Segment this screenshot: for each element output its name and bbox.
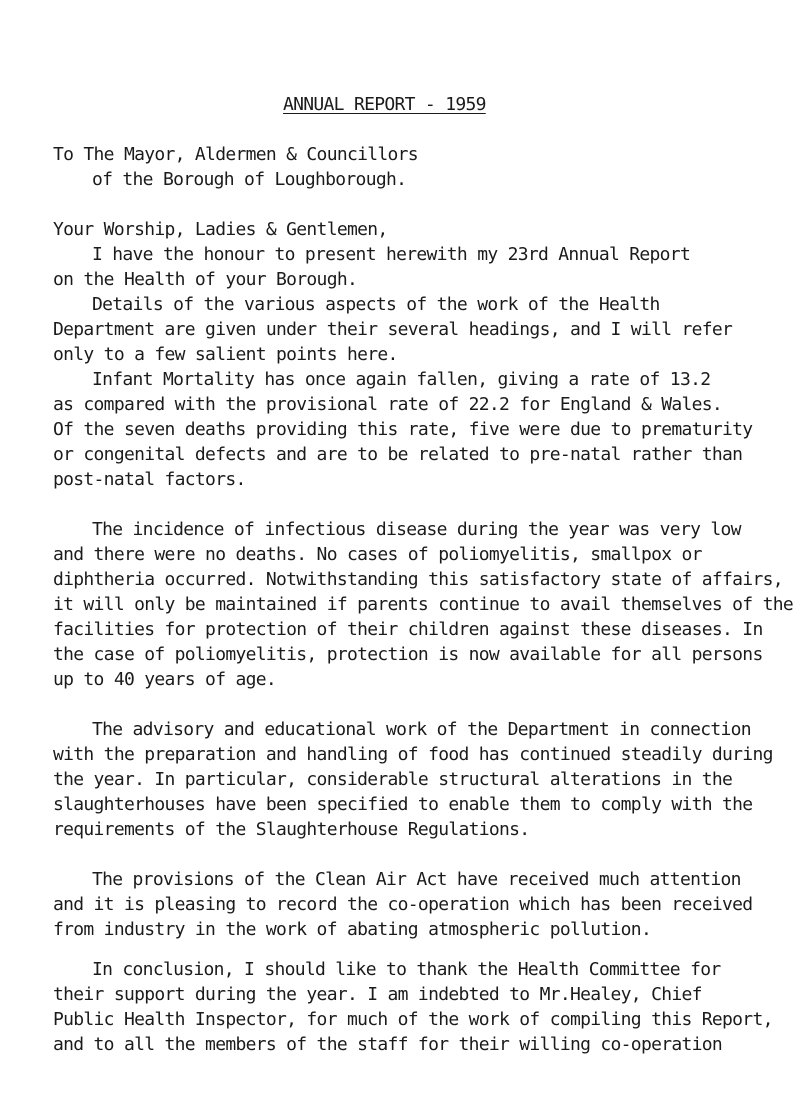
paragraph-line: only to a few salient points here. [53, 344, 398, 365]
address-line-2: of the Borough of Loughborough. [92, 169, 407, 190]
report-title: ANNUAL REPORT - 1959 [283, 94, 486, 115]
paragraph-line: and to all the members of the staff for their willing co-operation [53, 1034, 723, 1055]
paragraph-line: the year. In particular, considerable structural alterations in the [53, 769, 733, 790]
paragraph-line: on the Health of your Borough. [53, 269, 358, 290]
paragraph-line: or congenital defects and are to be related to pre-natal rather than [53, 444, 743, 465]
paragraph-line: Public Health Inspector, for much of the work of compiling this Report, [53, 1009, 773, 1030]
paragraph-line: as compared with the provisional rate of 22.2 for England & Wales. [53, 394, 723, 415]
paragraph-line: requirements of the Slaughterhouse Regulations. [53, 819, 530, 840]
paragraph-line: Department are given under their several headings, and I will refer [53, 319, 733, 340]
address-line-1: To The Mayor, Aldermen & Councillors [53, 144, 418, 165]
paragraph-line: with the preparation and handling of food has continued steadily during [53, 744, 773, 765]
paragraph-line: slaughterhouses have been specified to enable them to comply with the [53, 794, 753, 815]
paragraph-line: In conclusion, I should like to thank the Health Committee for [92, 959, 721, 980]
paragraph-line: The provisions of the Clean Air Act have received much attention [92, 869, 741, 890]
paragraph-line: The incidence of infectious disease during the year was very low [92, 519, 741, 540]
paragraph-line: diphtheria occurred. Notwithstanding this satisfactory state of affairs, [53, 569, 783, 590]
paragraph-line: facilities for protection of their children against these diseases. In [53, 619, 763, 640]
salutation: Your Worship, Ladies & Gentlemen, [53, 219, 388, 240]
paragraph-line: Infant Mortality has once again fallen, giving a rate of 13.2 [92, 369, 711, 390]
paragraph-line: post-natal factors. [53, 469, 246, 490]
paragraph-line: and there were no deaths. No cases of poliomyelitis, smallpox or [53, 544, 702, 565]
paragraph-line: their support during the year. I am indebted to Mr.Healey, Chief [53, 984, 702, 1005]
paragraph-line: the case of poliomyelitis, protection is now available for all persons [53, 644, 763, 665]
paragraph-line: and it is pleasing to record the co-operation which has been received [53, 894, 753, 915]
paragraph-line: up to 40 years of age. [53, 669, 277, 690]
paragraph-line: Details of the various aspects of the work of the Health [92, 294, 660, 315]
paragraph-line: I have the honour to present herewith my 23rd Annual Report [92, 244, 691, 265]
paragraph-line: from industry in the work of abating atmospheric pollution. [53, 919, 652, 940]
paragraph-line: The advisory and educational work of the Department in connection [92, 719, 751, 740]
paragraph-line: Of the seven deaths providing this rate, five were due to prematurity [53, 419, 753, 440]
paragraph-line: it will only be maintained if parents continue to avail themselves of the [53, 594, 793, 615]
